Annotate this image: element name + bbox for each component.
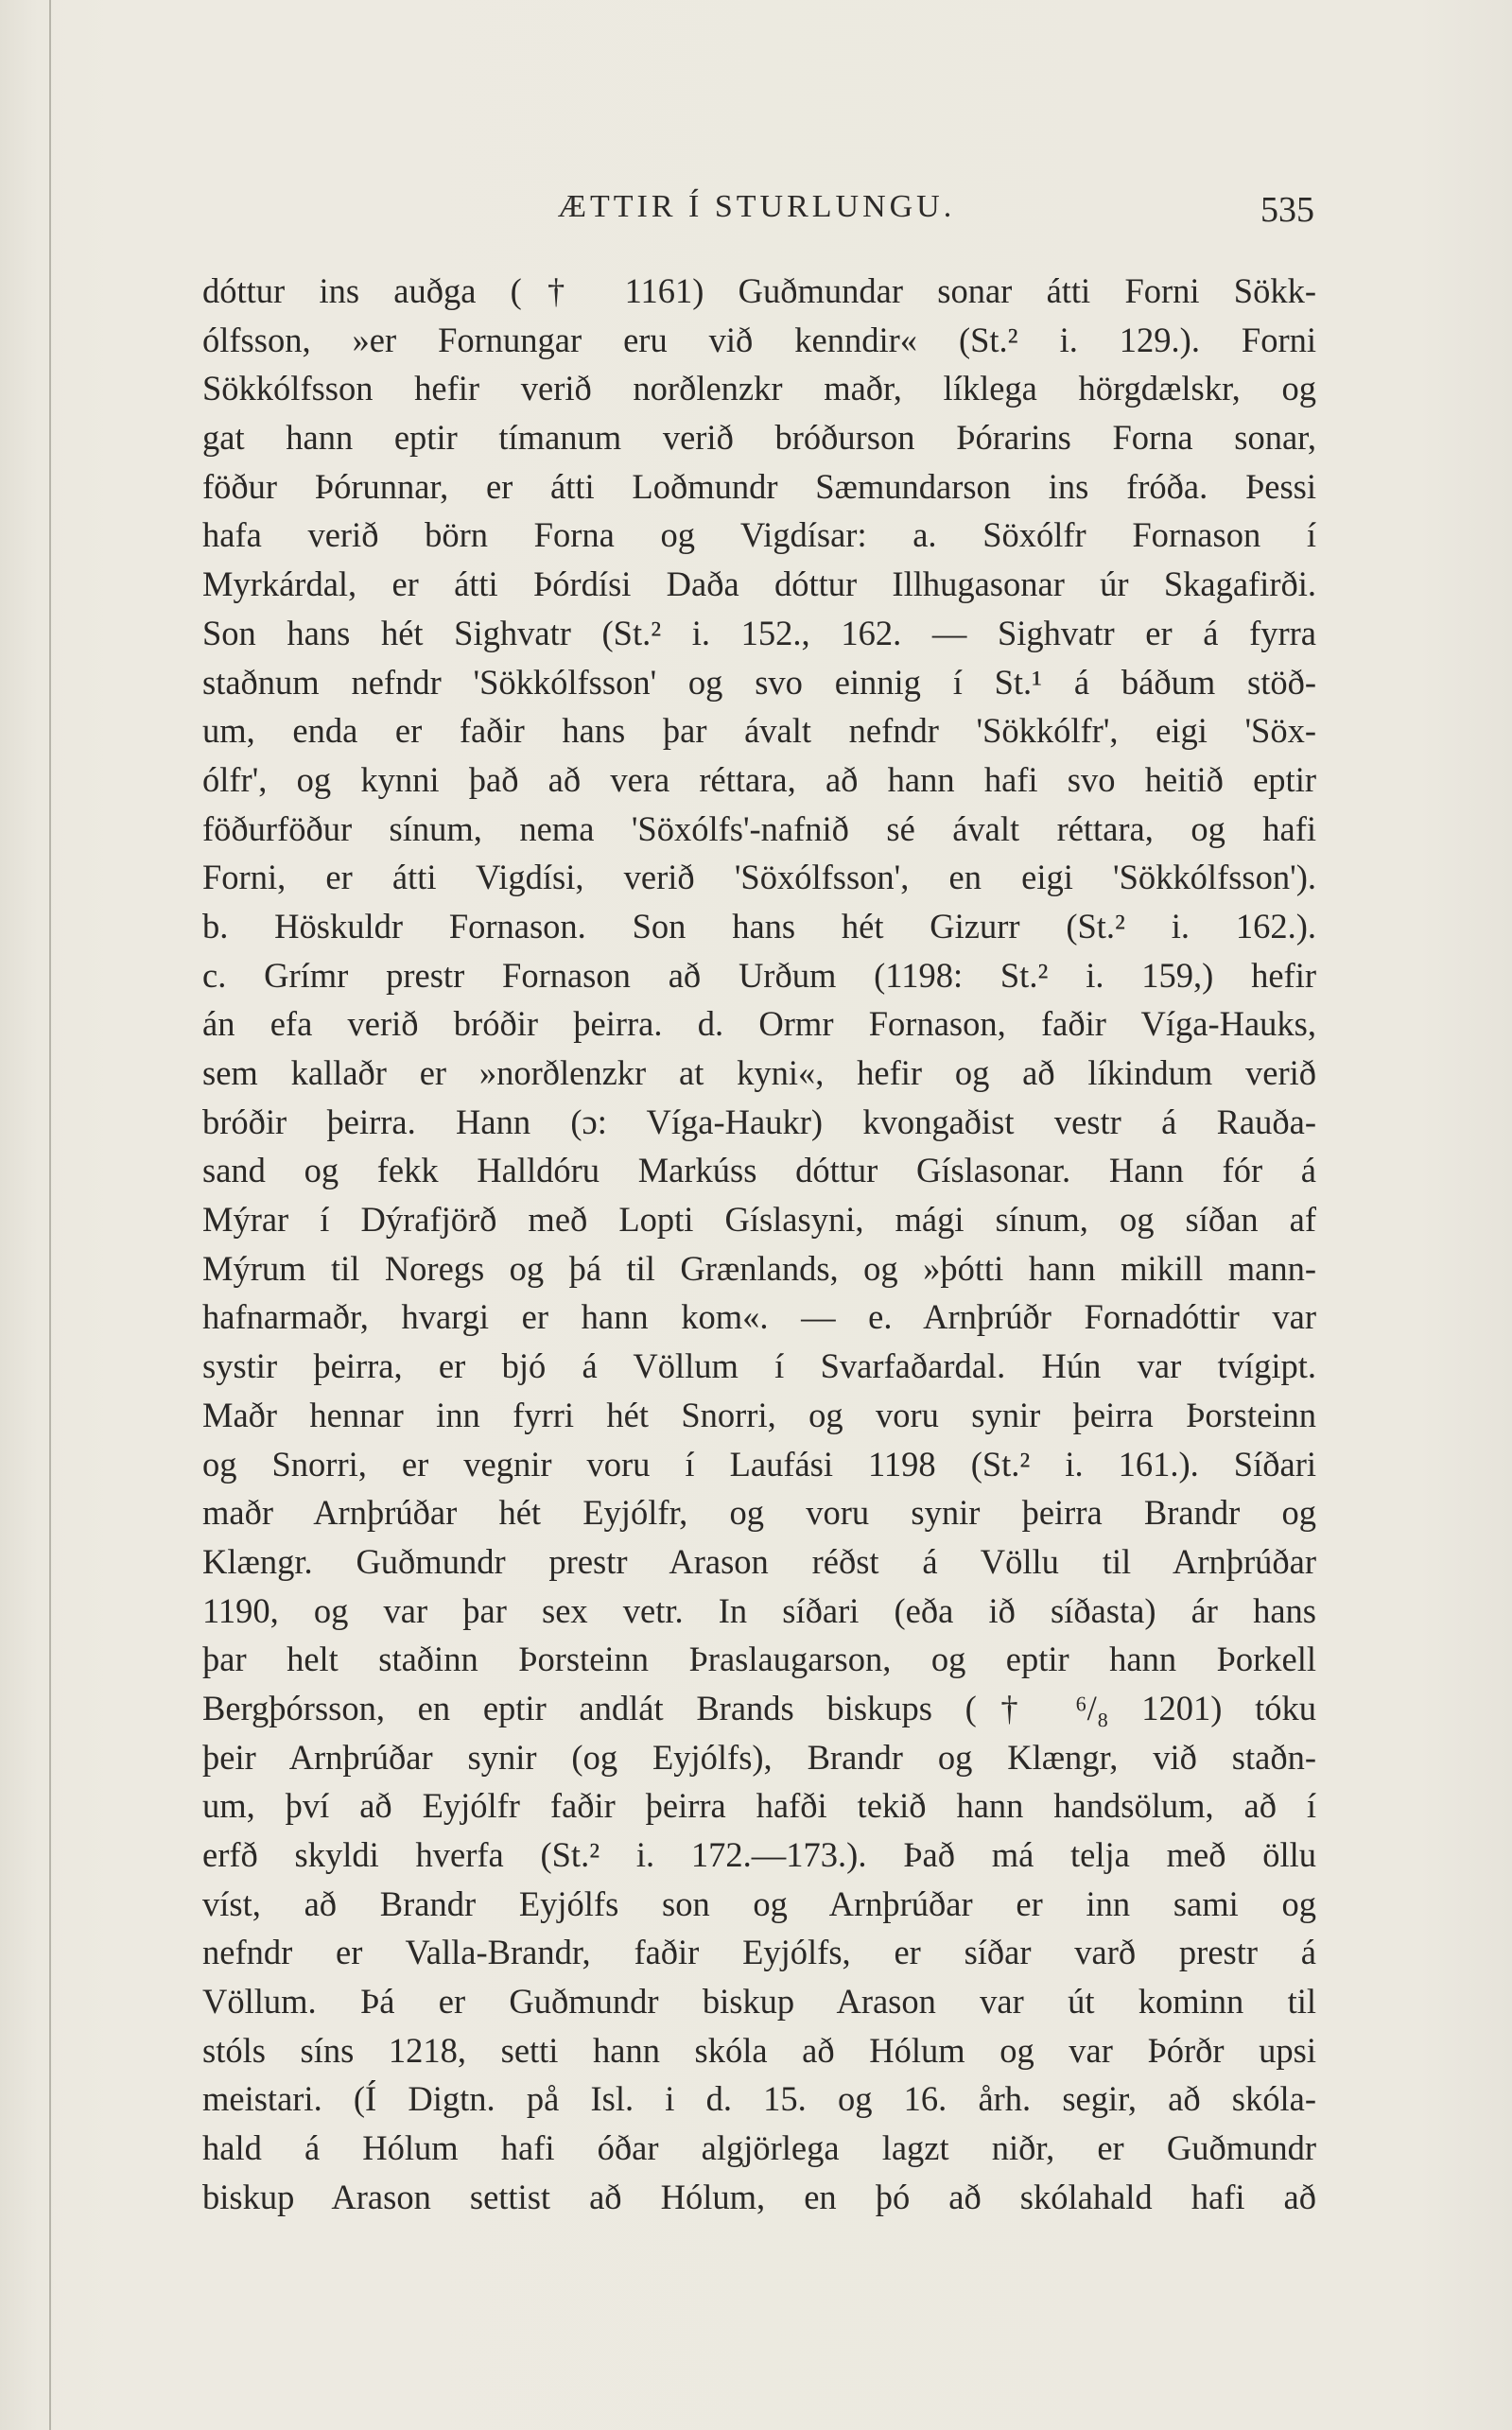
text-line: og Snorri, er vegnir voru í Laufási 1198 (St.² i. 161.). Síðari: [202, 1444, 1316, 1484]
text-line: Klængr. Guðmundr prestr Arason réðst á Völlu til Arnþrúðar: [202, 1541, 1316, 1581]
text-line: biskup Arason settist að Hólum, en þó að skólahald hafi að: [202, 2177, 1316, 2216]
text-line: um, enda er faðir hans þar ávalt nefndr 'Sökkólfr', eigi 'Söx-: [202, 711, 1316, 751]
text-line: þeir Arnþrúðar synir (og Eyjólfs), Brandr og Klængr, við staðn-: [202, 1737, 1316, 1777]
text-line: staðnum nefndr 'Sökkólfsson' og svo einnig í St.¹ á báðum stöð-: [202, 662, 1316, 702]
page-edge-shadow: [49, 0, 51, 2430]
text-line: ólfr', og kynni það að vera réttara, að hann hafi svo heitið eptir: [202, 759, 1316, 799]
text-line: Sökkólfsson hefir verið norðlenzkr maðr, líklega hörgdælskr, og: [202, 369, 1316, 408]
running-head: [199, 189, 1314, 236]
text-line: bróðir þeirra. Hann (ɔ: Víga-Haukr) kvongaðist vestr á Rauða-: [202, 1102, 1316, 1141]
text-line: föður Þórunnar, er átti Loðmundr Sæmundarson ins fróða. Þessi: [202, 466, 1316, 506]
text-line: 1190, og var þar sex vetr. In síðari (eða ið síðasta) ár hans: [202, 1590, 1316, 1630]
text-line: dóttur ins auðga († 1161) Guðmundar sonar átti Forni Sökk-: [202, 271, 1316, 310]
text-line: Son hans hét Sighvatr (St.² i. 152., 162. — Sighvatr er á fyrra: [202, 613, 1316, 652]
body-text: [202, 267, 1316, 2222]
text-line: þar helt staðinn Þorsteinn Þraslaugarson, og eptir hann Þorkell: [202, 1640, 1316, 1679]
text-line: meistari. (Í Digtn. på Isl. i d. 15. og 16. årh. segir, að skóla-: [202, 2079, 1316, 2119]
text-line: ólfsson, »er Fornungar eru við kenndir« (St.² i. 129.). Forni: [202, 320, 1316, 359]
text-line: Myrkárdal, er átti Þórdísi Daða dóttur Illhugasonar úr Skagafirði.: [202, 564, 1316, 604]
text-line: Maðr hennar inn fyrri hét Snorri, og voru synir þeirra Þorsteinn: [202, 1395, 1316, 1434]
text-line: b. Höskuldr Fornason. Son hans hét Gizurr (St.² i. 162.).: [202, 906, 1316, 946]
text-line: maðr Arnþrúðar hét Eyjólfr, og voru synir þeirra Brandr og: [202, 1493, 1316, 1533]
text-line: hafnarmaðr, hvargi er hann kom«. — e. Arnþrúðr Fornadóttir var: [202, 1297, 1316, 1337]
text-line: sand og fekk Halldóru Markúss dóttur Gíslasonar. Hann fór á: [202, 1151, 1316, 1190]
text-line: Bergþórsson, en eptir andlát Brands biskups († ⁶/₈ 1201) tóku: [202, 1688, 1316, 1727]
text-line: stóls síns 1218, setti hann skóla að Hólum og var Þórðr upsi: [202, 2030, 1316, 2070]
text-line: Völlum. Þá er Guðmundr biskup Arason var út kominn til: [202, 1982, 1316, 2022]
text-line: hafa verið börn Forna og Vigdísar: a. Söxólfr Fornason í: [202, 515, 1316, 555]
text-line: Forni, er átti Vigdísi, verið 'Söxólfsson', en eigi 'Sökkólfsson').: [202, 858, 1316, 897]
text-line: systir þeirra, er bjó á Völlum í Svarfaðardal. Hún var tvígipt.: [202, 1346, 1316, 1386]
text-line: nefndr er Valla-Brandr, faðir Eyjólfs, er síðar varð prestr á: [202, 1933, 1316, 1972]
text-line: föðurföður sínum, nema 'Söxólfs'-nafnið sé ávalt réttara, og hafi: [202, 808, 1316, 848]
text-line: c. Grímr prestr Fornason að Urðum (1198: St.² i. 159,) hefir: [202, 955, 1316, 995]
text-line: hald á Hólum hafi óðar algjörlega lagzt niðr, er Guðmundr: [202, 2128, 1316, 2168]
text-line: um, því að Eyjólfr faðir þeirra hafði tekið hann handsölum, að í: [202, 1786, 1316, 1826]
text-line: sem kallaðr er »norðlenzkr at kyni«, hefir og að líkindum verið: [202, 1053, 1316, 1092]
text-line: erfð skyldi hverfa (St.² i. 172.—173.). Það má telja með öllu: [202, 1835, 1316, 1874]
text-line: Mýrum til Noregs og þá til Grænlands, og »þótti hann mikill mann-: [202, 1248, 1316, 1288]
text-line: án efa verið bróðir þeirra. d. Ormr Fornason, faðir Víga-Hauks,: [202, 1004, 1316, 1044]
page-number: 535: [1260, 190, 1314, 230]
text-line: gat hann eptir tímanum verið bróðurson Þórarins Forna sonar,: [202, 418, 1316, 458]
running-title: ÆTTIR Í STURLUNGU.: [557, 189, 956, 224]
text-line: Mýrar í Dýrafjörð með Lopti Gíslasyni, mági sínum, og síðan af: [202, 1200, 1316, 1240]
text-line: víst, að Brandr Eyjólfs son og Arnþrúðar er inn sami og: [202, 1883, 1316, 1923]
